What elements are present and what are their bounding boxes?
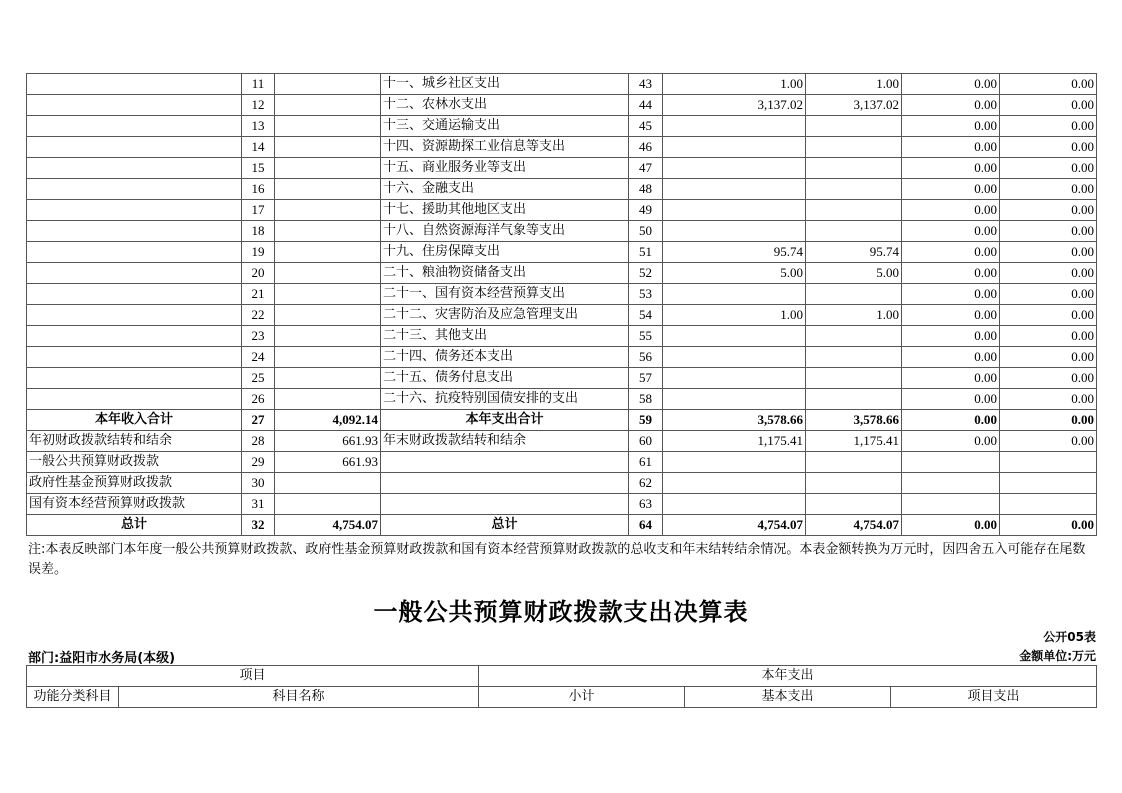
expense-item: 二十一、国有资本经营预算支出 [381,284,629,305]
income-amount [275,116,381,137]
expense-line: 47 [629,158,663,179]
income-amount [275,284,381,305]
expense-item: 十五、商业服务业等支出 [381,158,629,179]
total-amount [663,284,806,305]
header-func-code: 功能分类科目 [27,687,119,708]
income-item [27,221,242,242]
basic-amount [806,221,902,242]
project-amount: 0.00 [902,347,1000,368]
project-amount: 0.00 [902,200,1000,221]
income-line: 12 [242,95,275,116]
income-line: 31 [242,494,275,515]
income-item [27,95,242,116]
total-amount [663,473,806,494]
expense-item: 二十、粮油物资储备支出 [381,263,629,284]
header-basic: 基本支出 [685,687,891,708]
expense-line: 45 [629,116,663,137]
expense-line: 52 [629,263,663,284]
other-amount: 0.00 [1000,242,1097,263]
expense-item: 本年支出合计 [381,410,629,431]
expense-item: 二十五、债务付息支出 [381,368,629,389]
income-amount [275,368,381,389]
table-row [27,116,1097,137]
income-amount [275,137,381,158]
project-amount: 0.00 [902,515,1000,536]
expense-line: 62 [629,473,663,494]
other-amount: 0.00 [1000,179,1097,200]
expense-item [381,494,629,515]
expenditure-header-table [26,665,1097,708]
expense-item: 十八、自然资源海洋气象等支出 [381,221,629,242]
income-item [27,347,242,368]
table-row [27,95,1097,116]
header-project-exp: 项目支出 [891,687,1097,708]
table-row [27,242,1097,263]
income-item [27,200,242,221]
expense-item: 十二、农林水支出 [381,95,629,116]
income-item: 一般公共预算财政拨款 [27,452,242,473]
table-row [27,263,1097,284]
total-amount: 1,175.41 [663,431,806,452]
project-amount: 0.00 [902,221,1000,242]
header-row-1 [27,666,1097,687]
project-amount [902,473,1000,494]
basic-amount [806,326,902,347]
amount-unit-label: 金额单位:万元 [1019,649,1096,663]
basic-amount: 3,137.02 [806,95,902,116]
other-amount: 0.00 [1000,95,1097,116]
project-amount: 0.00 [902,431,1000,452]
total-amount: 4,754.07 [663,515,806,536]
basic-amount: 1.00 [806,74,902,95]
income-line: 14 [242,137,275,158]
other-amount [1000,452,1097,473]
project-amount: 0.00 [902,137,1000,158]
expense-line: 44 [629,95,663,116]
expense-item: 十七、援助其他地区支出 [381,200,629,221]
total-amount: 95.74 [663,242,806,263]
income-line: 27 [242,410,275,431]
income-item: 年初财政拨款结转和结余 [27,431,242,452]
other-amount: 0.00 [1000,221,1097,242]
income-amount [275,179,381,200]
other-amount: 0.00 [1000,347,1097,368]
income-amount [275,326,381,347]
project-amount: 0.00 [902,410,1000,431]
income-line: 21 [242,284,275,305]
expense-item: 年末财政拨款结转和结余 [381,431,629,452]
income-amount: 661.93 [275,452,381,473]
project-amount: 0.00 [902,263,1000,284]
other-amount: 0.00 [1000,368,1097,389]
income-item [27,116,242,137]
income-line: 25 [242,368,275,389]
table-row [27,473,1097,494]
expense-line: 63 [629,494,663,515]
total-amount [663,158,806,179]
expense-line: 48 [629,179,663,200]
income-line: 32 [242,515,275,536]
income-amount [275,95,381,116]
other-amount: 0.00 [1000,431,1097,452]
expense-line: 50 [629,221,663,242]
total-amount: 5.00 [663,263,806,284]
income-item [27,305,242,326]
project-amount: 0.00 [902,74,1000,95]
table-row [27,326,1097,347]
income-amount: 4,754.07 [275,515,381,536]
expense-line: 57 [629,368,663,389]
total-amount [663,389,806,410]
expense-item: 二十四、债务还本支出 [381,347,629,368]
income-amount [275,347,381,368]
table-note: 注:本表反映部门本年度一般公共预算财政拨款、政府性基金预算财政拨款和国有资本经营预算财政拨款的总收支和年末结转结余情况。本表金额转换为万元时，因四舍五入可能存在尾数误差。 [28,542,1086,577]
income-amount [275,200,381,221]
project-amount [902,452,1000,473]
expense-line: 53 [629,284,663,305]
total-amount [663,179,806,200]
income-line: 11 [242,74,275,95]
income-amount [275,494,381,515]
expense-line: 43 [629,74,663,95]
table-row [27,305,1097,326]
total-amount: 1.00 [663,305,806,326]
project-amount: 0.00 [902,158,1000,179]
other-amount [1000,494,1097,515]
income-amount: 4,092.14 [275,410,381,431]
income-line: 24 [242,347,275,368]
income-line: 13 [242,116,275,137]
department-label: 部门:益阳市水务局(本级) [28,651,176,666]
project-amount: 0.00 [902,116,1000,137]
expense-item [381,473,629,494]
total-amount: 1.00 [663,74,806,95]
header-current-year: 本年支出 [479,666,1097,687]
basic-amount: 5.00 [806,263,902,284]
income-line: 23 [242,326,275,347]
expense-line: 59 [629,410,663,431]
project-amount: 0.00 [902,368,1000,389]
basic-amount: 95.74 [806,242,902,263]
basic-amount: 1.00 [806,305,902,326]
income-item [27,368,242,389]
basic-amount [806,389,902,410]
income-item [27,179,242,200]
income-amount [275,221,381,242]
income-item [27,326,242,347]
expense-line: 60 [629,431,663,452]
basic-amount [806,347,902,368]
other-amount: 0.00 [1000,200,1097,221]
project-amount: 0.00 [902,305,1000,326]
total-amount [663,326,806,347]
expense-line: 55 [629,326,663,347]
total-amount [663,452,806,473]
project-amount [902,494,1000,515]
table-row [27,137,1097,158]
table-row [27,494,1097,515]
income-amount [275,242,381,263]
other-amount: 0.00 [1000,284,1097,305]
basic-amount [806,368,902,389]
other-amount: 0.00 [1000,305,1097,326]
basic-amount [806,137,902,158]
expense-item: 十三、交通运输支出 [381,116,629,137]
total-amount: 3,578.66 [663,410,806,431]
other-amount: 0.00 [1000,515,1097,536]
table-row [27,515,1097,536]
income-line: 26 [242,389,275,410]
basic-amount: 1,175.41 [806,431,902,452]
basic-amount: 3,578.66 [806,410,902,431]
table-row [27,284,1097,305]
expense-item: 二十六、抗疫特别国债安排的支出 [381,389,629,410]
basic-amount [806,473,902,494]
total-amount [663,137,806,158]
income-line: 15 [242,158,275,179]
income-item [27,74,242,95]
summary-table [26,73,1097,536]
expense-item: 十九、住房保障支出 [381,242,629,263]
expense-line: 51 [629,242,663,263]
expense-line: 46 [629,137,663,158]
income-item [27,158,242,179]
income-line: 29 [242,452,275,473]
table-row [27,368,1097,389]
income-amount [275,74,381,95]
table-row [27,200,1097,221]
income-line: 16 [242,179,275,200]
table-row [27,74,1097,95]
income-item [27,263,242,284]
income-item [27,284,242,305]
expense-line: 56 [629,347,663,368]
project-amount: 0.00 [902,284,1000,305]
expense-item: 十四、资源勘探工业信息等支出 [381,137,629,158]
form-code: 公开05表 [1043,630,1096,644]
total-amount: 3,137.02 [663,95,806,116]
income-amount [275,263,381,284]
basic-amount [806,116,902,137]
table-row [27,158,1097,179]
basic-amount [806,200,902,221]
header-item-name: 科目名称 [119,687,479,708]
table-row [27,452,1097,473]
total-amount [663,116,806,137]
basic-amount [806,284,902,305]
expense-line: 58 [629,389,663,410]
basic-amount [806,158,902,179]
summary-table-body [27,74,1097,536]
income-line: 28 [242,431,275,452]
other-amount: 0.00 [1000,74,1097,95]
basic-amount [806,452,902,473]
income-item [27,389,242,410]
other-amount [1000,473,1097,494]
table-row [27,431,1097,452]
project-amount: 0.00 [902,179,1000,200]
income-item: 总计 [27,515,242,536]
income-line: 22 [242,305,275,326]
income-item: 国有资本经营预算财政拨款 [27,494,242,515]
income-amount [275,389,381,410]
header-row-2 [27,687,1097,708]
expense-item: 十一、城乡社区支出 [381,74,629,95]
project-amount: 0.00 [902,326,1000,347]
income-item [27,242,242,263]
income-amount [275,158,381,179]
header-project: 项目 [27,666,479,687]
project-amount: 0.00 [902,242,1000,263]
table-row [27,347,1097,368]
project-amount: 0.00 [902,389,1000,410]
table-row [27,179,1097,200]
income-item: 政府性基金预算财政拨款 [27,473,242,494]
income-line: 17 [242,200,275,221]
other-amount: 0.00 [1000,263,1097,284]
total-amount [663,368,806,389]
income-line: 30 [242,473,275,494]
expense-line: 61 [629,452,663,473]
expense-item: 总计 [381,515,629,536]
basic-amount [806,179,902,200]
expense-line: 49 [629,200,663,221]
other-amount: 0.00 [1000,116,1097,137]
income-item [27,137,242,158]
table-row [27,389,1097,410]
basic-amount: 4,754.07 [806,515,902,536]
income-item: 本年收入合计 [27,410,242,431]
total-amount [663,347,806,368]
table-row [27,410,1097,431]
table-row [27,221,1097,242]
basic-amount [806,494,902,515]
other-amount: 0.00 [1000,389,1097,410]
expense-line: 54 [629,305,663,326]
other-amount: 0.00 [1000,137,1097,158]
other-amount: 0.00 [1000,158,1097,179]
expense-item: 二十二、灾害防治及应急管理支出 [381,305,629,326]
income-amount [275,305,381,326]
project-amount: 0.00 [902,95,1000,116]
header-subtotal: 小计 [479,687,685,708]
other-amount: 0.00 [1000,410,1097,431]
expense-line: 64 [629,515,663,536]
total-amount [663,494,806,515]
total-amount [663,221,806,242]
income-line: 19 [242,242,275,263]
income-amount [275,473,381,494]
expense-item: 十六、金融支出 [381,179,629,200]
income-line: 20 [242,263,275,284]
other-amount: 0.00 [1000,326,1097,347]
expense-item: 二十三、其他支出 [381,326,629,347]
income-amount: 661.93 [275,431,381,452]
income-line: 18 [242,221,275,242]
section-title: 一般公共预算财政拨款支出决算表 [373,598,749,626]
expense-item [381,452,629,473]
total-amount [663,200,806,221]
